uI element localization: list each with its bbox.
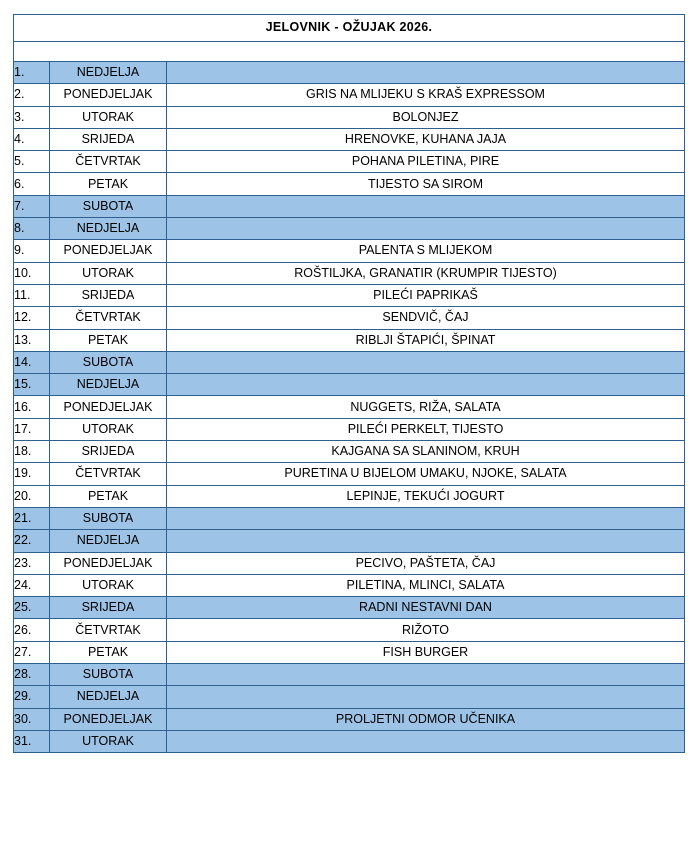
row-number: 14. [14,351,50,373]
row-meal: RIBLJI ŠTAPIĆI, ŠPINAT [167,329,685,351]
table-row [14,507,685,529]
row-number: 31. [14,730,50,752]
row-day: UTORAK [50,730,167,752]
row-day: SRIJEDA [50,441,167,463]
row-day: SUBOTA [50,664,167,686]
row-number: 28. [14,664,50,686]
row-number: 8. [14,218,50,240]
row-meal [167,686,685,708]
row-meal: PURETINA U BIJELOM UMAKU, NJOKE, SALATA [167,463,685,485]
row-day: NEDJELJA [50,530,167,552]
table-row [14,84,685,106]
row-number: 26. [14,619,50,641]
row-number: 10. [14,262,50,284]
row-meal: LEPINJE, TEKUĆI JOGURT [167,485,685,507]
row-meal [167,218,685,240]
menu-rows [14,62,685,753]
table-row [14,62,685,84]
row-day: NEDJELJA [50,218,167,240]
row-number: 18. [14,441,50,463]
row-number: 24. [14,574,50,596]
menu-table [13,14,685,753]
table-row [14,128,685,150]
row-number: 6. [14,173,50,195]
row-meal [167,374,685,396]
row-number: 17. [14,418,50,440]
table-row [14,151,685,173]
row-day: PONEDJELJAK [50,396,167,418]
table-row [14,396,685,418]
row-number: 13. [14,329,50,351]
row-meal: PROLJETNI ODMOR UČENIKA [167,708,685,730]
menu-table-body [14,15,685,62]
row-day: ČETVRTAK [50,619,167,641]
table-row [14,597,685,619]
row-number: 15. [14,374,50,396]
table-row [14,262,685,284]
row-number: 2. [14,84,50,106]
row-day: SRIJEDA [50,284,167,306]
row-number: 23. [14,552,50,574]
table-row [14,195,685,217]
row-day: ČETVRTAK [50,151,167,173]
row-day: SRIJEDA [50,597,167,619]
table-row [14,664,685,686]
row-meal: POHANA PILETINA, PIRE [167,151,685,173]
table-row [14,463,685,485]
table-row [14,686,685,708]
row-number: 22. [14,530,50,552]
row-meal [167,730,685,752]
row-meal [167,664,685,686]
row-number: 3. [14,106,50,128]
row-day: SUBOTA [50,351,167,373]
table-row [14,418,685,440]
row-meal: SENDVIČ, ČAJ [167,307,685,329]
table-row [14,730,685,752]
row-meal: NUGGETS, RIŽA, SALATA [167,396,685,418]
row-number: 12. [14,307,50,329]
row-number: 30. [14,708,50,730]
table-row [14,641,685,663]
row-day: SUBOTA [50,507,167,529]
row-day: UTORAK [50,574,167,596]
title-row [14,15,685,42]
table-row [14,173,685,195]
row-number: 9. [14,240,50,262]
table-row [14,307,685,329]
row-day: PETAK [50,485,167,507]
row-day: UTORAK [50,418,167,440]
row-meal: FISH BURGER [167,641,685,663]
row-day: NEDJELJA [50,374,167,396]
row-number: 21. [14,507,50,529]
row-number: 19. [14,463,50,485]
row-meal: HRENOVKE, KUHANA JAJA [167,128,685,150]
table-row [14,106,685,128]
row-day: UTORAK [50,262,167,284]
spacer-row [14,42,685,62]
row-number: 29. [14,686,50,708]
table-row [14,240,685,262]
row-number: 20. [14,485,50,507]
row-meal [167,507,685,529]
row-day: PONEDJELJAK [50,552,167,574]
row-number: 16. [14,396,50,418]
row-day: NEDJELJA [50,686,167,708]
row-meal: TIJESTO SA SIROM [167,173,685,195]
row-meal: PALENTA S MLIJEKOM [167,240,685,262]
row-day: ČETVRTAK [50,463,167,485]
row-meal: ROŠTILJKA, GRANATIR (KRUMPIR TIJESTO) [167,262,685,284]
row-day: PETAK [50,641,167,663]
row-number: 11. [14,284,50,306]
table-row [14,708,685,730]
row-meal: RIŽOTO [167,619,685,641]
row-meal: PILEĆI PERKELT, TIJESTO [167,418,685,440]
row-number: 5. [14,151,50,173]
table-row [14,351,685,373]
table-row [14,530,685,552]
row-meal: RADNI NESTAVNI DAN [167,597,685,619]
row-meal: PECIVO, PAŠTETA, ČAJ [167,552,685,574]
table-row [14,218,685,240]
table-row [14,441,685,463]
row-meal [167,351,685,373]
table-row [14,329,685,351]
row-number: 1. [14,62,50,84]
row-day: ČETVRTAK [50,307,167,329]
row-meal: KAJGANA SA SLANINOM, KRUH [167,441,685,463]
row-day: UTORAK [50,106,167,128]
row-meal: GRIS NA MLIJEKU S KRAŠ EXPRESSOM [167,84,685,106]
table-row [14,619,685,641]
row-meal [167,530,685,552]
row-day: NEDJELJA [50,62,167,84]
row-day: SRIJEDA [50,128,167,150]
row-number: 27. [14,641,50,663]
row-meal: BOLONJEZ [167,106,685,128]
row-day: PETAK [50,173,167,195]
row-meal: PILEĆI PAPRIKAŠ [167,284,685,306]
row-day: SUBOTA [50,195,167,217]
row-day: PETAK [50,329,167,351]
row-number: 25. [14,597,50,619]
spacer-cell [14,42,685,62]
table-row [14,552,685,574]
row-day: PONEDJELJAK [50,84,167,106]
row-meal [167,62,685,84]
row-number: 7. [14,195,50,217]
table-row [14,374,685,396]
row-day: PONEDJELJAK [50,708,167,730]
page-title: JELOVNIK - OŽUJAK 2026. [14,15,685,42]
table-row [14,574,685,596]
table-row [14,284,685,306]
row-meal [167,195,685,217]
row-day: PONEDJELJAK [50,240,167,262]
table-row [14,485,685,507]
row-meal: PILETINA, MLINCI, SALATA [167,574,685,596]
row-number: 4. [14,128,50,150]
